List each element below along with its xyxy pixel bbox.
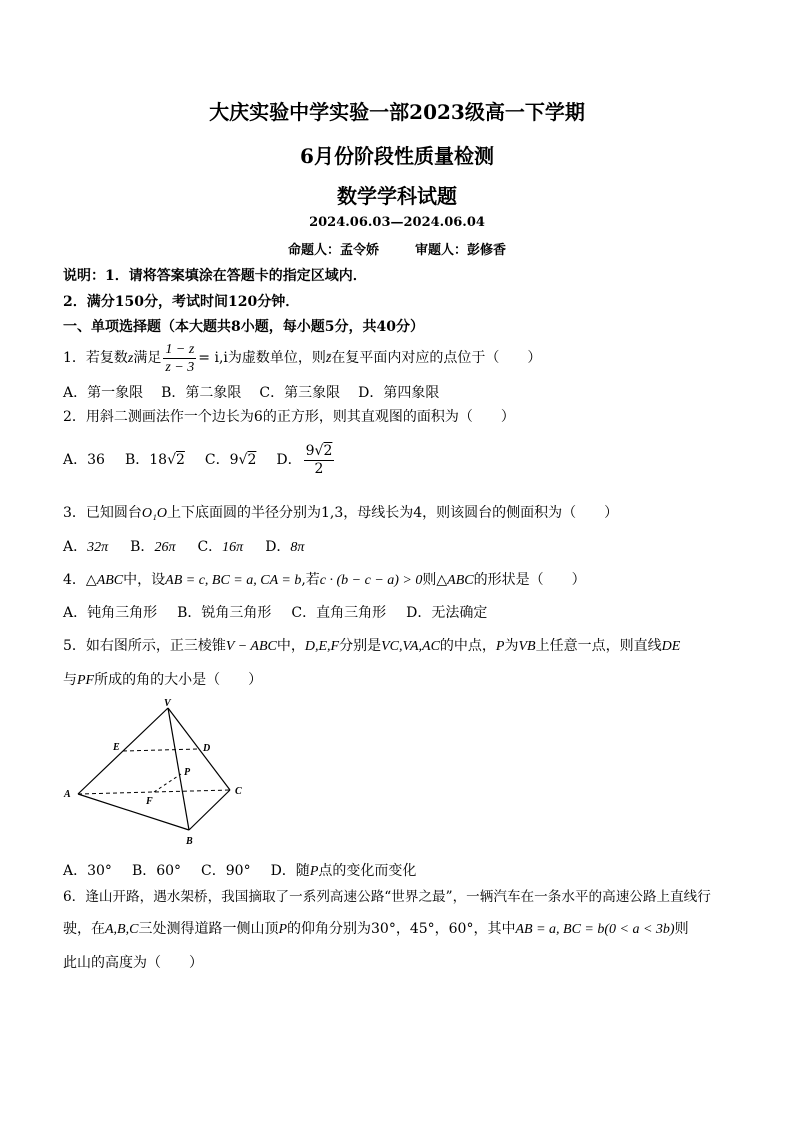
q3-option-c: 16π [222,540,244,555]
q6-line2-mid: 三处测得道路一侧山顶 [138,921,279,937]
q6-condition: AB = a, BC = b(0 < a < 3b) [515,922,675,937]
q2-option-b-coef: 18 [149,452,168,468]
q2-option-c-radicand: 2 [247,452,257,468]
q1-fraction [163,341,196,376]
note-1: 说明：1．请将答案填涂在答题卡的指定区域内． [63,268,367,284]
question-1 [63,340,541,377]
q3-option-c-label: C． [197,539,223,555]
label-d: D [203,743,211,754]
q2-option-d-label: D． [276,452,302,468]
setter-name: 命题人：孟令娇 [287,243,379,258]
q5-mid1: 中， [276,638,305,654]
question-5-line1 [63,635,680,655]
q5-mid3: 的中点， [439,638,496,654]
reviewer-name: 审题人：彭修香 [415,243,507,258]
edge-ab [78,794,189,830]
q3-options [63,536,304,556]
q1-pre: 1．若复数 [63,350,128,366]
q3-option-a: 32π [87,540,109,555]
question-3 [63,502,618,522]
q5-pf: PF [77,673,95,688]
q4-vectors: AB = c, BC = a, CA = b [165,573,302,588]
q1-zbar: z̄ [325,351,332,366]
q4-mid3: 则△ [422,572,448,588]
q1-eq: = i,i为虚数单位，则 [198,350,326,366]
setters-line [0,239,794,258]
q5-option-d-p: P [309,864,319,879]
q5-line2-post: 所成的角的大小是（ ） [94,672,263,688]
q1-post: 在复平面内对应的点位于（ ） [331,350,542,366]
q4-abc: ABC [96,573,124,588]
q5-mid4: 为 [504,638,519,654]
q3-post: 上下底面圆的半径分别为1,3，母线长为4，则该圆台的侧面积为（ ） [167,505,619,521]
label-v: V [164,698,171,709]
label-e: E [113,742,120,753]
q1-z: z [127,351,134,366]
q6-abc: A,B,C [105,922,139,937]
label-f: F [146,796,153,807]
q1-option-a: A．第一象限 [63,385,144,401]
q3-option-d-label: D． [265,539,291,555]
q2-option-a: A．36 [63,452,105,468]
q5-p: P [495,639,505,654]
q5-option-d-pre: D．随 [270,863,310,879]
label-p: P [184,767,191,778]
label-a: A [64,789,71,800]
exam-date: 2024.06.03—2024.06.04 [309,215,485,230]
q1-option-c: C．第三象限 [259,385,341,401]
q2-options: A．36 B．18√2 C．9√2 D． $\frac{9√2}{2}$ [63,442,333,477]
q5-options [63,860,416,880]
q2-option-d-num-coef: 9 [305,442,315,459]
q5-pre: 5．如右图所示，正三棱锥 [63,638,226,654]
q2-option-d-den: 2 [314,460,324,477]
title-line2: 6月份阶段性质量检测 [300,144,494,168]
question-5-line2 [63,669,262,689]
q5-edges: VC,VA,AC [381,639,440,654]
q5-pyramid: V − ABC [225,639,277,654]
note-2: 2．满分150分，考试时间120分钟． [63,294,300,310]
q3-option-b-label: B． [130,539,155,555]
q4-post: 的形状是（ ） [473,572,586,588]
q6-line2-pre: 驶，在 [63,921,105,937]
q4-option-d: D．无法确定 [406,605,488,621]
q4-mid1: 中，设 [123,572,166,588]
title-line3: 数学学科试题 [337,184,457,208]
segment-pf-hidden [154,774,181,792]
q5-mid5: 上任意一点，则直线 [535,638,662,654]
question-6-line2 [63,918,689,938]
q5-mid2: 分别是 [339,638,382,654]
q2-option-b-radicand: 2 [175,452,185,468]
q5-option-d-post: 点的变化而变化 [318,863,417,879]
section-heading: 一、单项选择题（本大题共8小题，每小题5分，共40分） [63,319,424,335]
q2-option-b-label: B． [124,452,150,468]
q4-abc2: ABC [447,573,474,588]
q1-numerator: 1 − z [165,341,195,357]
title-line1: 大庆实验中学实验一部2023级高一下学期 [209,100,585,124]
q5-option-c: C．90° [201,863,251,879]
q4-condition: c · (b − c − a) > 0 [319,573,423,588]
q1-denominator: z − 3 [165,359,195,375]
q6-angles: 的仰角分别为30°，45°，60°，其中 [287,921,516,937]
q3-pre: 3．已知圆台 [63,505,142,521]
q1-options [63,382,439,402]
q2-option-d-fraction: $\frac{9√2}{2}$ [305,442,333,477]
q6-line2-post: 则 [674,921,689,937]
q1-mid: 满足 [133,350,162,366]
q4-option-b: B．锐角三角形 [177,605,272,621]
q2-option-d-num-radicand: 2 [323,442,333,459]
q3-option-d: 8π [290,540,305,555]
q5-de: DE [661,639,681,654]
q4-option-c: C．直角三角形 [291,605,387,621]
segment-ed-hidden [123,749,199,751]
q6-p: P [278,922,288,937]
edge-bc [189,790,230,830]
q1-option-b: B．第二象限 [161,385,242,401]
q5-line2-pre: 与 [63,672,77,688]
q5-option-a: A．30° [63,863,112,879]
label-c: C [235,786,242,797]
question-6-line1: 6．逢山开路，遇水架桥，我国摘取了一系列高速公路“世界之最”，一辆汽车在一条水平的高速公路上直线行 [63,889,711,905]
q2-option-c-coef: 9 [229,452,239,468]
q5-def: D,E,F [304,639,340,654]
q5-option-b: B．60° [131,863,182,879]
q2-option-c-label: C． [204,452,230,468]
q3-frustum-name: O₁O [141,506,168,521]
question-2: 2．用斜二测画法作一个边长为6的正方形，则其直观图的面积为（ ） [63,409,515,425]
q5-vb: VB [518,639,536,654]
question-4 [63,569,586,589]
q4-options [63,602,487,622]
q3-option-b: 26π [154,540,176,555]
q3-option-a-label: A． [63,539,88,555]
pyramid-figure [58,696,258,854]
label-b: B [186,836,193,847]
q4-option-a: A．钝角三角形 [63,605,158,621]
q4-mid2: ,若 [301,572,320,588]
question-6-line3: 此山的高度为（ ） [63,955,203,971]
q4-pre: 4．△ [63,572,97,588]
q1-option-d: D．第四象限 [358,385,440,401]
